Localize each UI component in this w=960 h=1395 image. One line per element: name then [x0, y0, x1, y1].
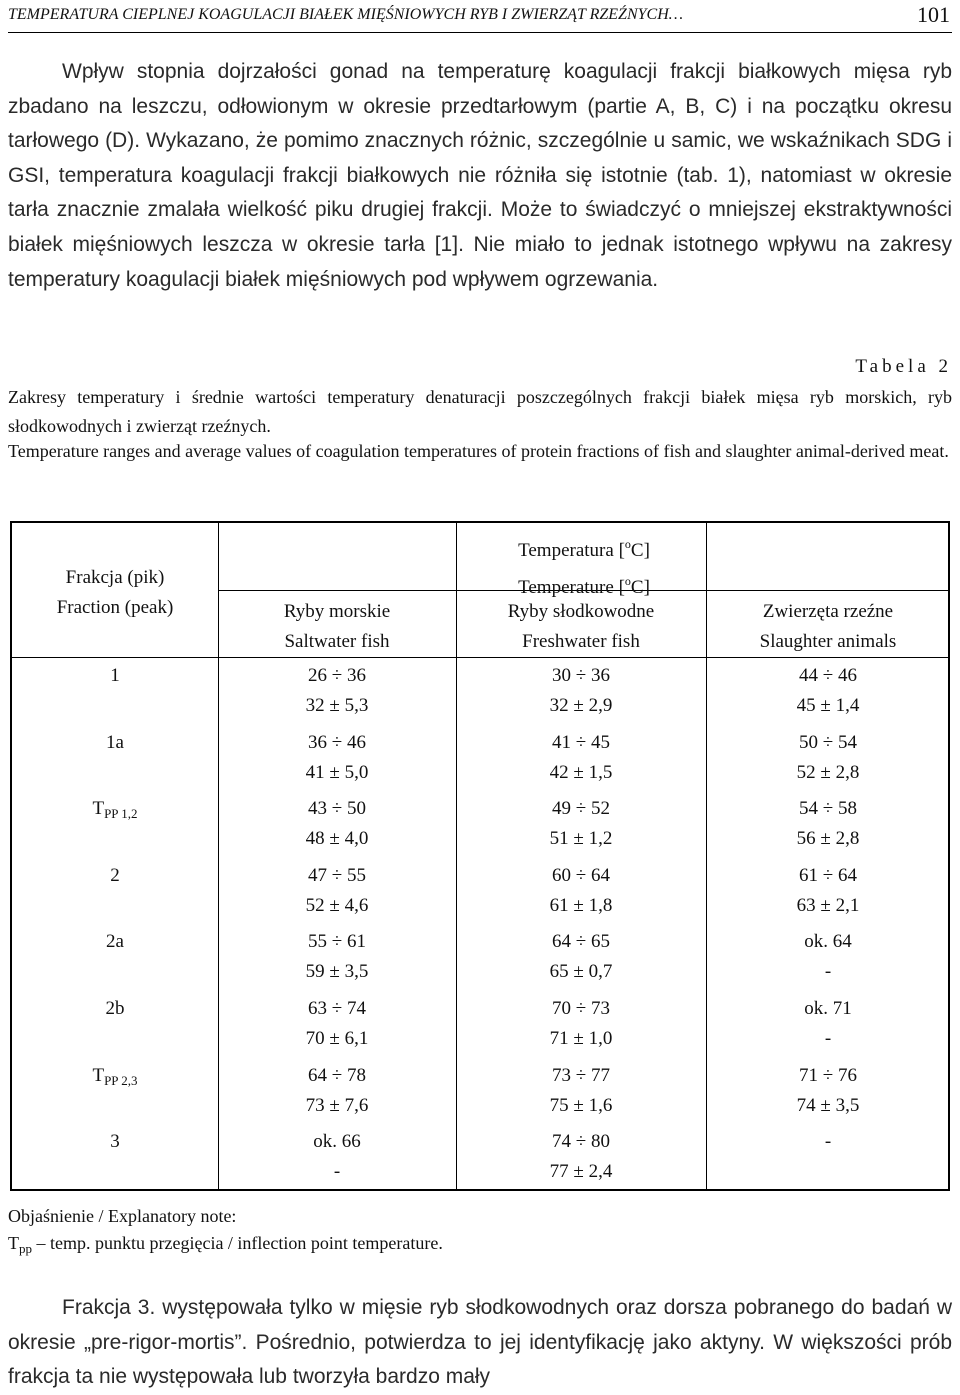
temp-unit: C] [630, 577, 650, 598]
group-label-en: Freshwater fish [522, 631, 640, 652]
temperature-mean: 52 ± 2,8 [796, 761, 860, 783]
temp-label-en: Temperature [ [518, 577, 625, 598]
table-cell-saltwater [218, 661, 456, 721]
table-cell-freshwater [456, 861, 706, 921]
table-divider [12, 657, 948, 658]
fraction-label: 2b [105, 998, 125, 1019]
table-row-fraction [12, 661, 218, 691]
body-paragraph-2: Frakcja 3. występowała tylko w mięsie ryb słodkowodnych oraz dorsza pobranego do badań w okresie „pre-rigor-mortis”. Pośrednio, potwierdza to jej identyfikację jako aktyny. W większości prób frakcja ta nie występowała lub tworzyła bardzo mały [8, 1296, 952, 1389]
temperature-range: 26 ÷ 36 [308, 665, 366, 686]
table-caption-en: Temperature ranges and average values of coagulation temperatures of protein fractions of fish and slaughter animal-derived meat. [8, 441, 949, 461]
fraction-label: 2 [110, 864, 120, 886]
data-table [10, 521, 950, 1191]
temperature-range: 54 ÷ 58 [799, 798, 857, 820]
temperature-mean: 42 ± 1,5 [549, 761, 613, 783]
note-text: – temp. punktu przegięcia / inflection point temperature. [32, 1233, 443, 1253]
temperature-mean: 51 ± 1,2 [549, 828, 613, 850]
temperature-range: - [824, 1131, 832, 1153]
temperature-range: ok. 66 [313, 1131, 361, 1153]
header-fraction-en: Fraction (peak) [56, 597, 174, 618]
fraction-label: 1a [106, 731, 124, 753]
header-temperature [218, 529, 950, 603]
fraction-subscript: PP 1,2 [104, 806, 138, 822]
temp-unit: C] [630, 540, 650, 561]
group-label-en: Saltwater fish [284, 631, 390, 652]
fraction-label: 1 [110, 665, 120, 686]
temperature-mean: 71 ± 1,0 [549, 1028, 613, 1049]
table-label: Tabela 2 [855, 356, 952, 377]
temperature-range: ok. 64 [804, 931, 852, 953]
table-row-fraction [12, 794, 218, 829]
temperature-range: 44 ÷ 46 [799, 665, 857, 686]
temperature-range: 55 ÷ 61 [308, 931, 366, 953]
table-row-fraction [12, 1061, 218, 1096]
table-cell-slaughter [706, 861, 950, 921]
table-cell-saltwater [218, 794, 456, 854]
temperature-range: 30 ÷ 36 [552, 665, 610, 686]
temperature-range: 41 ÷ 45 [552, 731, 610, 753]
note-symbol: T [8, 1233, 19, 1253]
temperature-range: 70 ÷ 73 [552, 998, 610, 1019]
degree-sup: o [624, 574, 631, 588]
temperature-mean: 77 ± 2,4 [549, 1161, 613, 1183]
running-header [8, 0, 952, 33]
explanatory-note: Objaśnienie / Explanatory note: [8, 1206, 237, 1226]
group-label-en: Slaughter animals [759, 631, 897, 652]
temperature-range: 64 ÷ 78 [308, 1064, 366, 1086]
fraction-label: 3 [110, 1131, 120, 1153]
table-cell-freshwater [456, 927, 706, 987]
header-fraction-pl: Frakcja (pik) [65, 567, 165, 588]
table-cell-saltwater [218, 927, 456, 987]
temperature-mean: 73 ± 7,6 [305, 1094, 369, 1116]
header-fraction [12, 563, 218, 623]
temperature-range: 43 ÷ 50 [308, 798, 366, 820]
temperature-mean: 63 ± 2,1 [796, 894, 860, 916]
table-cell-saltwater [218, 1061, 456, 1121]
fraction-label: T [92, 798, 105, 820]
table-cell-slaughter [706, 994, 950, 1054]
header-freshwater [456, 597, 706, 657]
temperature-mean: 32 ± 5,3 [305, 695, 369, 716]
table-cell-slaughter [706, 728, 950, 788]
table-row-fraction [12, 728, 218, 758]
table-cell-slaughter [706, 927, 950, 987]
temperature-mean: - [824, 1028, 832, 1049]
table-cell-freshwater [456, 994, 706, 1054]
temperature-range: 60 ÷ 64 [552, 864, 610, 886]
temperature-range: ok. 71 [804, 998, 852, 1019]
temperature-mean: - [333, 1161, 341, 1183]
temperature-mean: 45 ± 1,4 [796, 695, 860, 716]
temperature-mean: 59 ± 3,5 [305, 961, 369, 983]
page-number: 101 [917, 2, 950, 27]
fraction-subscript: PP 2,3 [104, 1072, 138, 1088]
table-cell-slaughter [706, 1061, 950, 1121]
temperature-range: 63 ÷ 74 [308, 998, 366, 1019]
table-cell-freshwater [456, 794, 706, 854]
temperature-range: 73 ÷ 77 [552, 1064, 610, 1086]
temperature-mean: 70 ± 6,1 [305, 1028, 369, 1049]
temperature-mean: 32 ± 2,9 [549, 695, 613, 716]
temperature-range: 71 ÷ 76 [799, 1064, 857, 1086]
temperature-range: 49 ÷ 52 [552, 798, 610, 820]
temperature-range: 36 ÷ 46 [308, 731, 366, 753]
temperature-mean: 75 ± 1,6 [549, 1094, 613, 1116]
temperature-mean: - [824, 961, 832, 983]
running-title: TEMPERATURA CIEPLNEJ KOAGULACJI BIAŁEK MIĘŚNIOWYCH RYB I ZWIERZĄT RZEŹNYCH… [8, 6, 683, 23]
temperature-range: 74 ÷ 80 [552, 1131, 610, 1153]
table-cell-freshwater [456, 1127, 706, 1187]
group-label-pl: Ryby słodkowodne [507, 601, 655, 622]
temperature-range: 47 ÷ 55 [308, 864, 366, 886]
fraction-label: T [92, 1064, 105, 1086]
temperature-mean: 65 ± 0,7 [549, 961, 613, 983]
note-subscript: pp [19, 1241, 32, 1256]
table-cell-freshwater [456, 1061, 706, 1121]
table-cell-slaughter [706, 1127, 950, 1187]
table-row-fraction [12, 994, 218, 1024]
table-row-fraction [12, 927, 218, 957]
table-cell-saltwater [218, 1127, 456, 1187]
table-cell-slaughter [706, 661, 950, 721]
temperature-range: 61 ÷ 64 [799, 864, 857, 886]
table-cell-freshwater [456, 661, 706, 721]
temperature-mean: 41 ± 5,0 [305, 761, 369, 783]
table-caption-pl: Zakresy temperatury i średnie wartości temperatury denaturacji poszczególnych frakcji białek mięsa ryb morskich, ryb słodkowodnych i zwierząt rzeźnych. [8, 387, 952, 436]
table-cell-freshwater [456, 728, 706, 788]
fraction-label: 2a [106, 931, 124, 953]
group-label-pl: Ryby morskie [283, 601, 391, 622]
temperature-mean: 56 ± 2,8 [796, 828, 860, 850]
table-cell-saltwater [218, 994, 456, 1054]
temperature-mean: 74 ± 3,5 [796, 1094, 860, 1116]
table-row-fraction [12, 1127, 218, 1157]
group-label-pl: Zwierzęta rzeźne [762, 601, 894, 622]
inflection-note [8, 1230, 443, 1262]
temperature-range: 50 ÷ 54 [799, 731, 857, 753]
table-cell-saltwater [218, 728, 456, 788]
temperature-mean: 52 ± 4,6 [305, 894, 369, 916]
temperature-mean: 61 ± 1,8 [549, 894, 613, 916]
temp-label-pl: Temperatura [ [518, 540, 625, 561]
temperature-mean [706, 1157, 950, 1187]
table-cell-slaughter [706, 794, 950, 854]
body-paragraph-1: Wpływ stopnia dojrzałości gonad na temperaturę koagulacji frakcji białkowych mięsa ryb zbadano na leszczu, odłowionym w okresie przedtarłowym (partie A, B, C) i na początku okresu tarłowego (D). Wykazano, że pomimo znacznych różnic, szczególnie u samic, we wskaźnikach SDG i GSI, temperatura koagulacji frakcji białkowych nie różniła się istotnie (tab. 1), natomiast w okresie tarła znacznie zmalała wielkość piku drugiej frakcji. Może to świadczyć o mniejszej ekstraktywności białek mięśniowych leszcza w okresie tarła [1]. Nie miało to jednak istotnego wpływu na zakresy temperatury koagulacji białek mięśniowych pod wpływem ogrzewania. [8, 60, 952, 291]
header-temperature-pl [218, 529, 950, 566]
temperature-range: 64 ÷ 65 [552, 931, 610, 953]
degree-sup: o [624, 537, 631, 551]
table-cell-saltwater [218, 861, 456, 921]
table-row-fraction [12, 861, 218, 891]
header-saltwater [218, 597, 456, 657]
temperature-mean: 48 ± 4,0 [305, 828, 369, 850]
header-slaughter [706, 597, 950, 657]
